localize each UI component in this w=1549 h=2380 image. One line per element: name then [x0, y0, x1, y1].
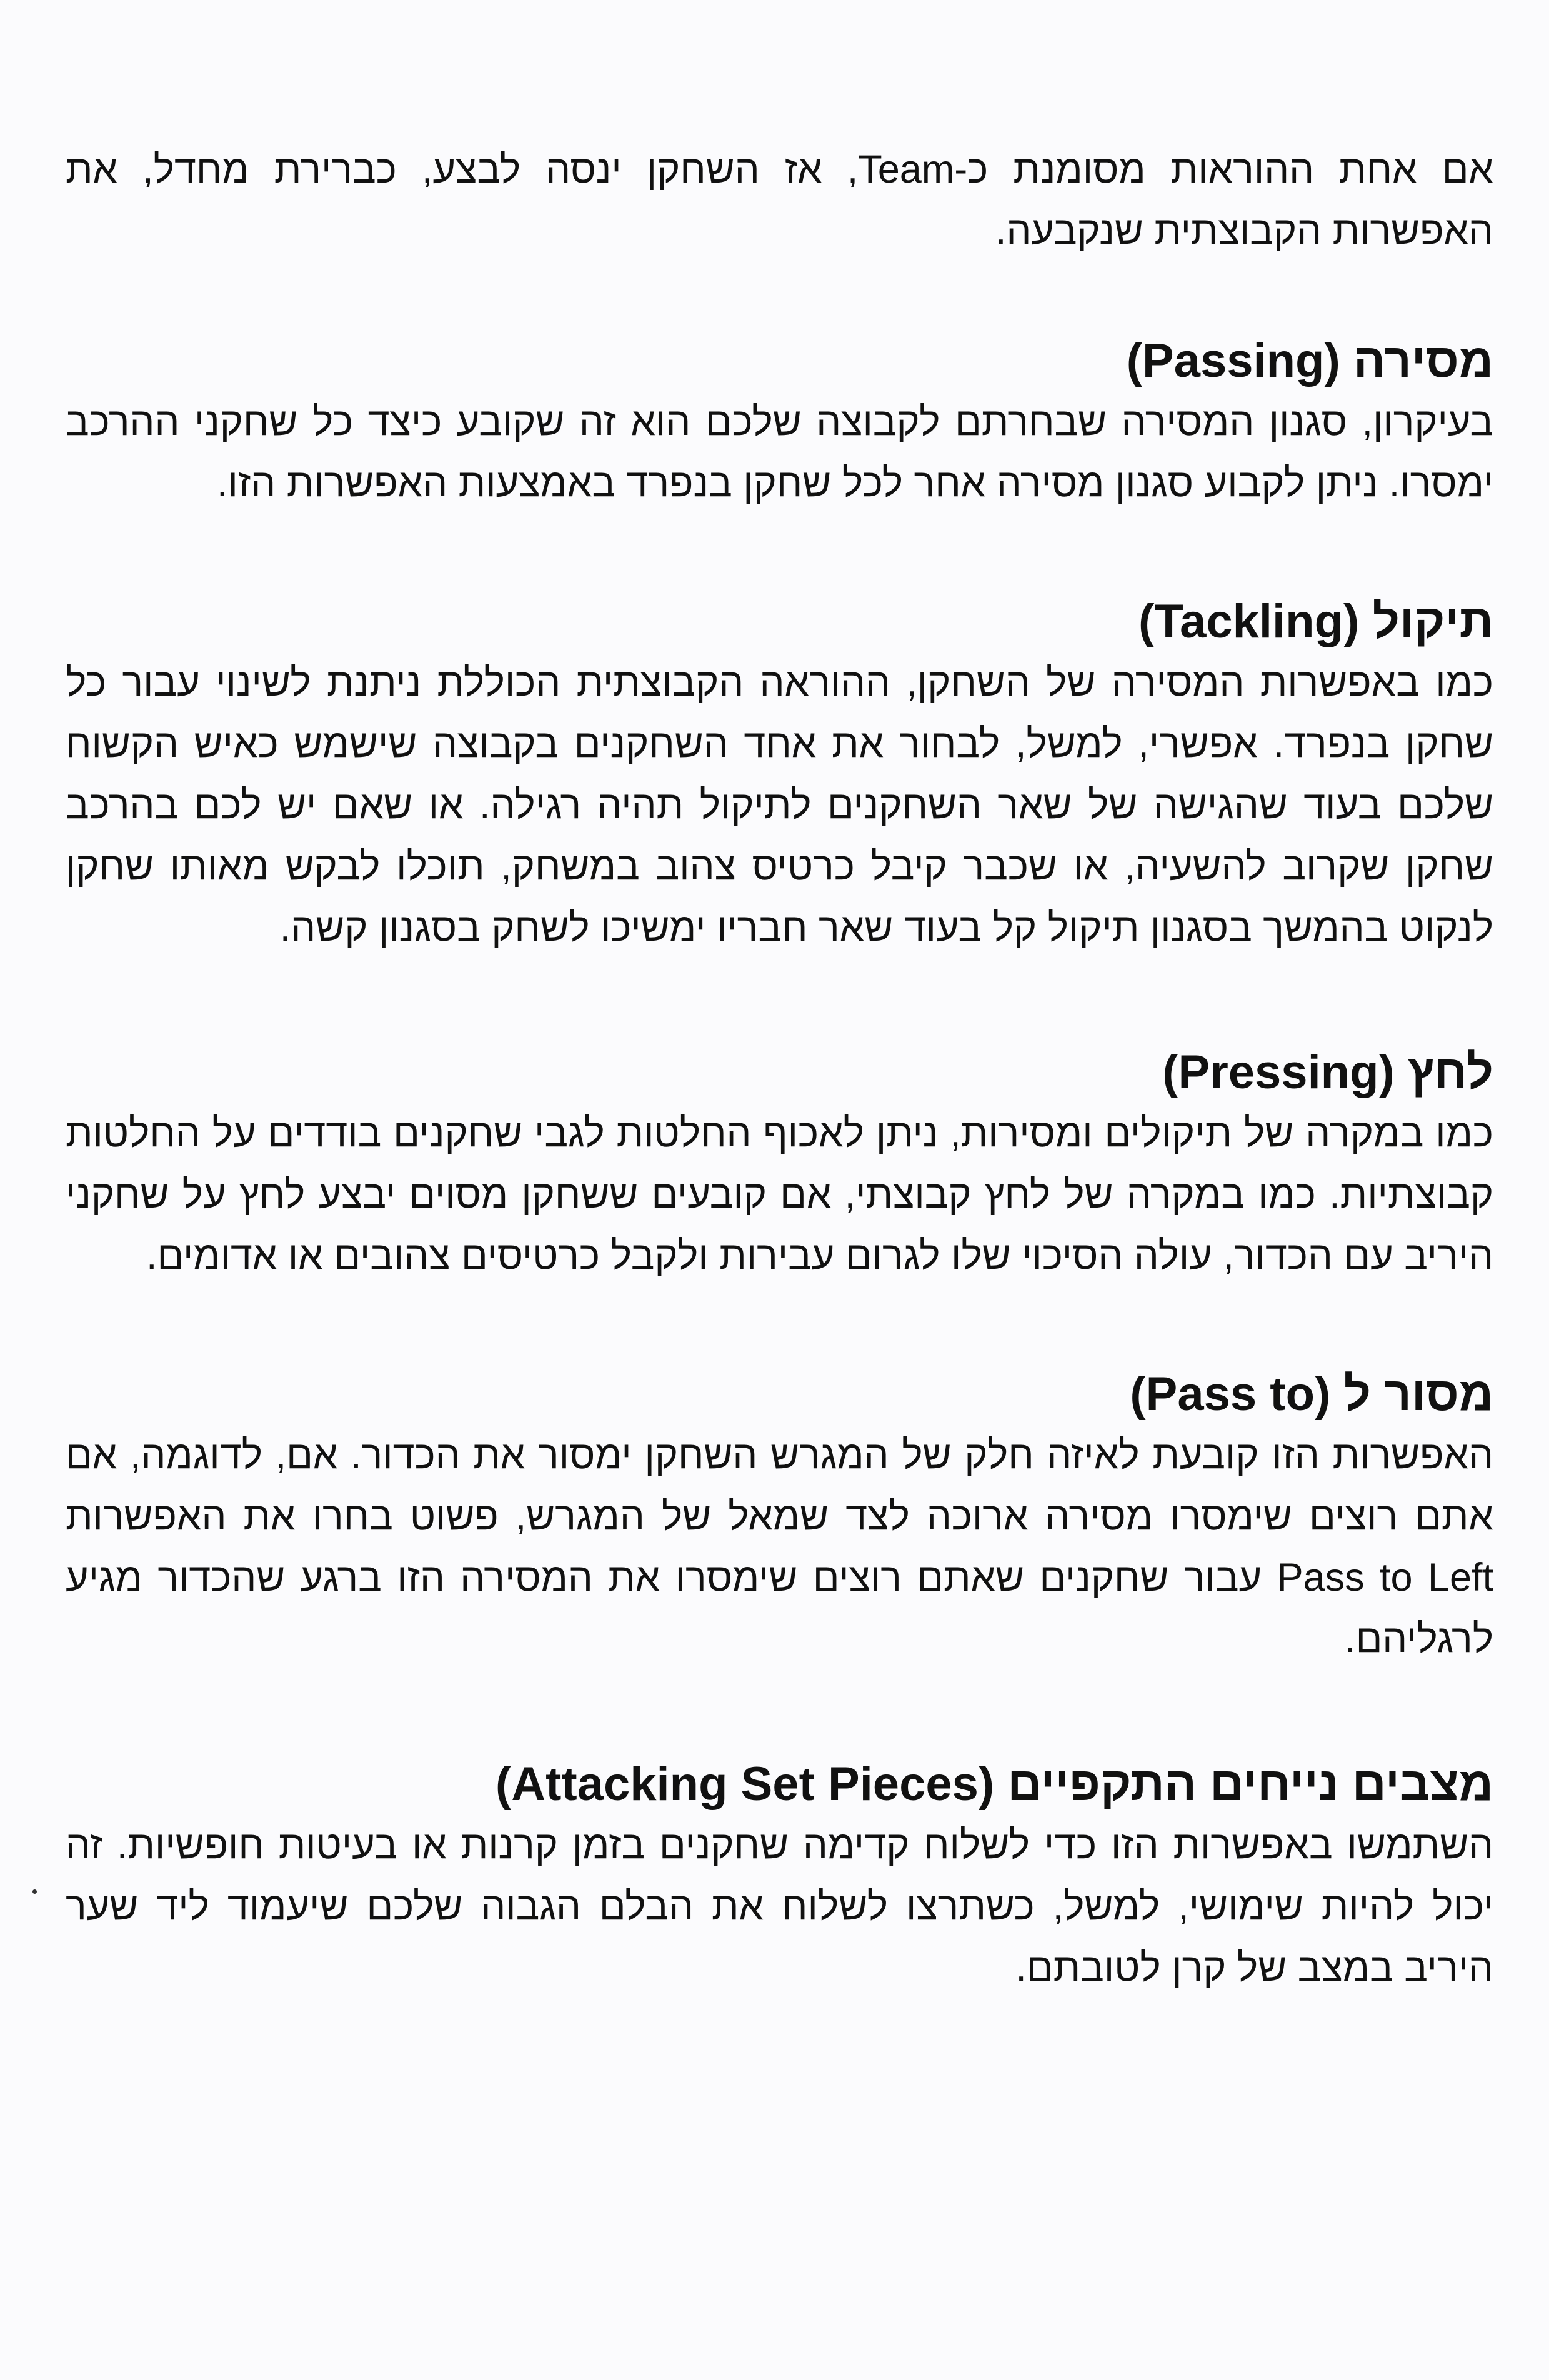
heading-hebrew: מצבים נייחים התקפיים — [1007, 1758, 1493, 1811]
heading-hebrew: תיקול — [1372, 595, 1493, 648]
heading-english: (Tackling) — [1138, 595, 1360, 648]
section-heading-passing — [66, 331, 1493, 391]
section-pass-to — [66, 1364, 1493, 1669]
section-body-attacking-set-pieces: השתמשו באפשרות הזו כדי לשלוח קדימה שחקנים בזמן קרנות או בעיטות חופשיות. זה יכול להיות שימושי, למשל, כשתרצו לשלוח את הבלם הגבוה שלכם שיעמוד ליד שער היריב במצב של קרן לטובתם. — [66, 1823, 1493, 1989]
section-passing — [66, 331, 1493, 514]
section-heading-pressing — [66, 1042, 1493, 1102]
intro-paragraph: אם אחת ההוראות מסומנת כ-Team, אז השחקן ינסה לבצע, כברירת מחדל, את האפשרות הקבוצתית שנקבעה. — [66, 148, 1493, 252]
section-body-pass-to: האפשרות הזו קובעת לאיזה חלק של המגרש השחקן ימסור את הכדור. אם, לדוגמה, אם אתם רוצים שימסרו מסירה ארוכה לצד שמאל של המגרש, פשוט בחרו את האפשרות Pass to Left עבור שחקנים שאתם רוצים שימסרו את המסירה הזו ברגע שהכדור מגיע לרגליהם. — [66, 1433, 1493, 1661]
heading-hebrew: מסירה — [1353, 334, 1493, 388]
section-body-passing: בעיקרון, סגנון המסירה שבחרתם לקבוצה שלכם הוא זה שקובע כיצד כל שחקני ההרכב ימסרו. ניתן לקבוע סגנון מסירה אחר לכל שחקן בנפרד באמצעות האפשרות הזו. — [66, 400, 1493, 505]
section-pressing — [66, 1042, 1493, 1286]
heading-english: (Passing) — [1126, 334, 1340, 388]
page-content — [66, 139, 1493, 1998]
heading-english: (Pass to) — [1130, 1368, 1331, 1421]
section-heading-tackling — [66, 592, 1493, 652]
heading-english: (Attacking Set Pieces) — [495, 1758, 995, 1811]
section-body-tackling: כמו באפשרות המסירה של השחקן, ההוראה הקבוצתית הכוללת ניתנת לשינוי עבור כל שחקן בנפרד. אפשרי, למשל, לבחור את אחד השחקנים בקבוצה שישמש כאיש הקשוח שלכם בעוד שהגישה של שאר השחקנים לתיקול תהיה רגילה. או שאם יש לכם בהרכב שחקן שקרוב להשעיה, או שכבר קיבל כרטיס צהוב במשחק, תוכלו לבקש מאותו שחקן לנקוט בהמשך בסגנון תיקול קל בעוד שאר חבריו ימשיכו לשחק בסגנון קשה. — [66, 661, 1493, 949]
heading-hebrew: לחץ — [1407, 1046, 1493, 1099]
section-attacking-set-pieces — [66, 1754, 1493, 1998]
section-heading-pass-to — [66, 1364, 1493, 1424]
section-tackling — [66, 592, 1493, 958]
section-heading-attacking-set-pieces — [66, 1754, 1493, 1814]
section-body-pressing: כמו במקרה של תיקולים ומסירות, ניתן לאכוף החלטות לגבי שחקנים בודדים על החלטות קבוצתיות. כמו במקרה של לחץ קבוצתי, אם קובעים ששחקן מסוים יבצע לחץ על שחקני היריב עם הכדור, עולה הסיכוי שלו לגרום עבירות ולקבל כרטיסים צהובים או אדומים. — [66, 1111, 1493, 1278]
heading-hebrew: מסור ל — [1343, 1368, 1493, 1421]
stray-dot-mark — [32, 1889, 37, 1894]
heading-english: (Pressing) — [1162, 1046, 1395, 1099]
